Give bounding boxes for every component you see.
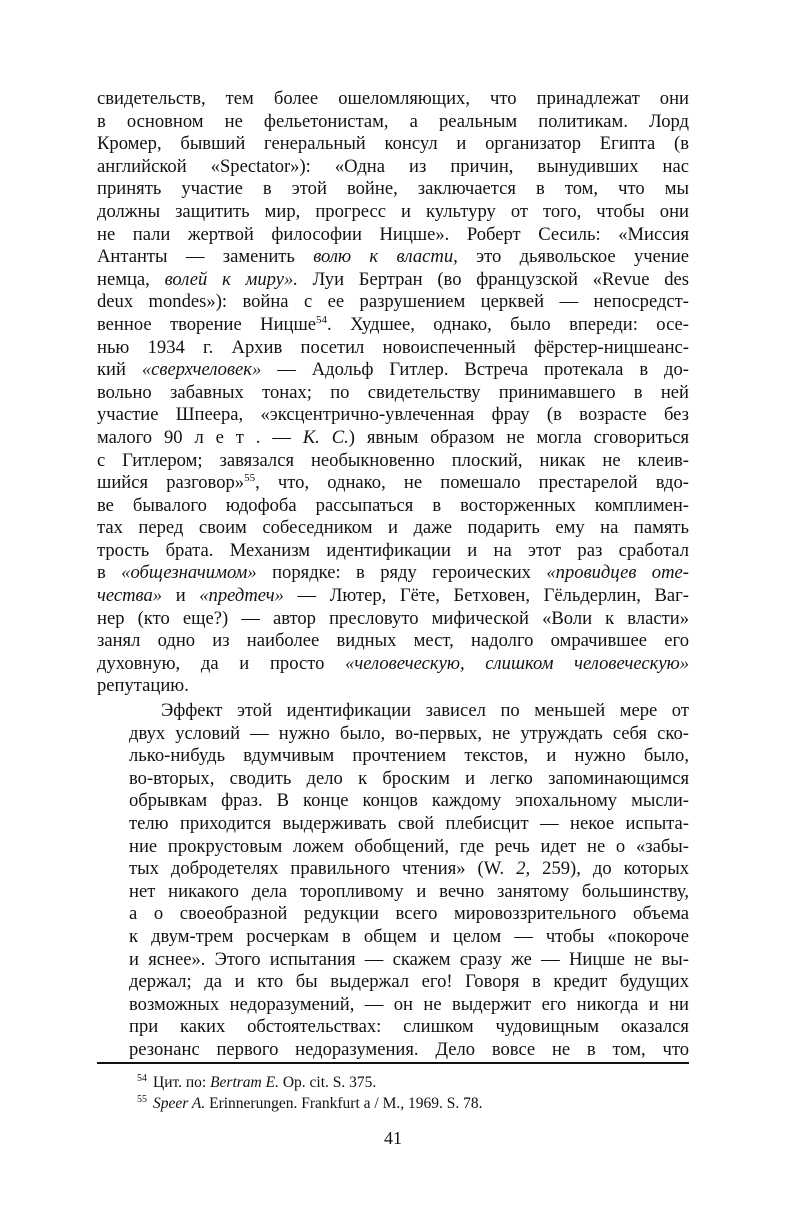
text-line: Антанты — заменить волю к власти, это дьявольское учение (97, 246, 690, 268)
text-line: занял одно из наиболее видных мест, надолго омрачившее его (97, 630, 689, 652)
footnote-ref-55: 55 (244, 472, 256, 485)
text-line: Кромер, бывший генеральный консул и организатор Египта (в (97, 133, 689, 155)
text-line: свидетельств, тем более ошеломляющих, что принадлежат они (97, 88, 689, 109)
text-line: ве бывалого юдофоба рассыпаться в восторженных комплимен- (97, 494, 689, 516)
footnote-divider (97, 1062, 689, 1064)
text-line: духовную, да и просто «человеческую, слишком человеческую» (97, 652, 689, 674)
text-line: тых добродетелях правильного чтения» (W. 2, 259), до которых (129, 858, 690, 880)
page-number: 41 (384, 1128, 402, 1148)
text-line: во-вторых, сводить дело к броским и легко запоминающимся (129, 767, 689, 789)
text-line: при каких обстоятельствах: слишком чудовищным оказался (129, 1016, 689, 1038)
text-line: к двум-трем росчеркам в общем и целом — чтобы «покороче (129, 925, 689, 947)
text-line: ние прокрустовым ложем обобщений, где речь идет не о «забы- (129, 835, 689, 857)
text-line: Эффект этой идентификации зависел по меньшей мере от (161, 700, 689, 722)
paragraph-1 (97, 88, 689, 698)
text-line: шийся разговор»$^{55}$, что, однако, не помешало престарелой вдо- (97, 472, 689, 494)
text-line: немца, волей к миру». Луи Бертран (во французской «Revue des (97, 268, 689, 290)
paragraph-2 (97, 700, 689, 1062)
text-line: в «общезначимом» порядке: в ряду героических «провидцев оте- (97, 562, 689, 584)
text-line: deux mondes»): война с ее разрушением церквей — непосредст- (97, 291, 689, 313)
text-line: репутацию. (97, 675, 189, 697)
text-line: телю приходится выдерживать свой плебисцит — некое испыта- (129, 813, 689, 834)
text-line: тах перед своим собеседником и даже подарить ему на память (97, 517, 689, 539)
footnotes (137, 1072, 689, 1114)
text-line: нью 1934 г. Архив посетил новоиспеченный фёрстер-ницшеанс- (97, 336, 689, 358)
text-line: трость брата. Механизм идентификации и на этот раз сработал (97, 539, 689, 561)
text-line: возможных недоразумений, — он не выдержит его никогда и ни (129, 993, 689, 1015)
text-line: чества» и «предтеч» — Лютер, Гёте, Бетховен, Гёльдерлин, Ваг- (97, 585, 689, 607)
text-line: в основном не фельетонистам, а реальным политикам. Лорд (97, 110, 689, 132)
footnote-ref-54: 54 (316, 313, 328, 326)
page-body (97, 88, 689, 1062)
text-line: кий «сверхчеловек» — Адольф Гитлер. Встреча протекала в до- (97, 359, 689, 381)
text-line: а о своеобразной редукции всего мировоззрительного объема (129, 903, 689, 925)
text-line: обрывкам фраз. В конце концов каждому эпохальному мысли- (129, 790, 689, 812)
text-line: малого 90 л е т . — К. С.) явным образом не могла сговориться (97, 426, 690, 448)
text-line: нет никакого дела торопливому и вечно занятому большинству, (129, 880, 689, 902)
footnote-54: $^{54}$ Цит. по: Bertram E. Op. cit. S. 375. (137, 1073, 377, 1091)
text-line: участие Шпеера, «эксцентрично-увлеченная фрау (в возрасте без (97, 404, 689, 426)
footnote-55: $^{55}$ Speer A. Erinnerungen. Frankfurt a / M., 1969. S. 78. (137, 1094, 483, 1112)
main-text (97, 88, 689, 1062)
text-line: вольно забавных тонах; по свидетельству принимавшего в ней (97, 381, 689, 403)
text-line: с Гитлером; завязался необыкновенно плоский, никак не клеив- (97, 449, 689, 471)
text-line: английской «Spectator»): «Одна из причин, вынудивших нас (97, 155, 689, 177)
text-line: резонанс первого недоразумения. Дело вовсе не в том, что (129, 1038, 689, 1060)
text-line: держал; да и кто бы выдержал его! Говоря в кредит будущих (129, 971, 689, 993)
text-line: венное творение Ницше$^{54}$. Худшее, однако, было впереди: осе- (97, 313, 689, 335)
text-line: лько-нибудь вдумчивым прочтением текстов, и нужно было, (129, 745, 689, 767)
text-line: и яснее». Этого испытания — скажем сразу же — Ницше не вы- (129, 948, 689, 970)
text-line: нер (кто еще?) — автор пресловуто мифической «Воли к власти» (97, 607, 689, 629)
text-line: двух условий — нужно было, во-первых, не утруждать себя ско- (129, 722, 689, 744)
text-line: должны защитить мир, прогресс и культуру от того, чтобы они (97, 200, 689, 222)
text-line: принять участие в этой войне, заключается в том, что мы (97, 178, 689, 200)
text-line: не пали жертвой философии Ницше». Роберт Сесиль: «Миссия (97, 223, 689, 245)
